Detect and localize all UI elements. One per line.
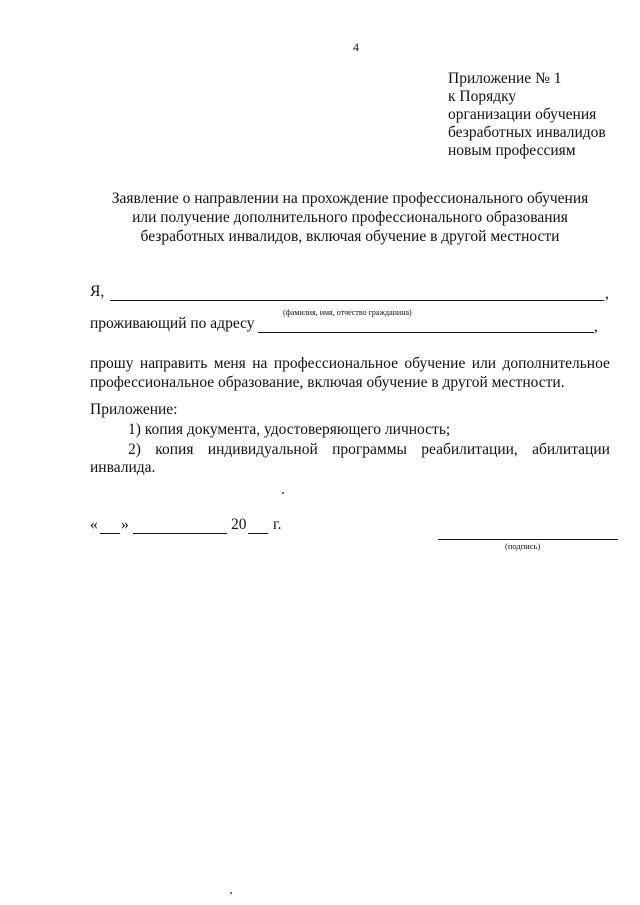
- appendix-header: [448, 70, 606, 160]
- address-field-line[interactable]: [258, 332, 594, 333]
- attachment-item-1: 1) копия документа, удостоверяющего личность;: [128, 421, 451, 438]
- appendix-line: организации обучения: [448, 106, 597, 123]
- request-word: меня: [213, 355, 246, 372]
- name-comma: ,: [605, 285, 609, 302]
- scan-speck: [282, 492, 284, 494]
- appendix-line: к Порядку: [448, 88, 517, 105]
- document-title: [90, 189, 610, 246]
- attachment-word: 2): [128, 441, 141, 458]
- page-number: 4: [353, 40, 359, 54]
- appendix-line: безработных инвалидов: [448, 124, 606, 141]
- date-open-quote: «: [90, 516, 98, 533]
- attachment-word: индивидуальной: [207, 441, 318, 458]
- title-line: Заявление о направлении на прохождение профессионального обучения: [111, 190, 589, 207]
- request-word: прошу: [90, 355, 134, 372]
- date-close-quote: »: [121, 516, 129, 533]
- request-word: обучение: [404, 355, 466, 372]
- request-word: направить: [139, 355, 208, 372]
- attachment-item-2-continuation: инвалида.: [90, 459, 156, 476]
- request-word: на: [252, 355, 268, 372]
- request-word: дополнительное: [502, 355, 610, 372]
- date-year-suffix: г.: [273, 516, 282, 533]
- appendix-line: новым профессиям: [448, 142, 576, 159]
- request-line-1: [90, 354, 610, 373]
- attachment-word: программы: [332, 441, 407, 458]
- request-word: или: [471, 355, 497, 372]
- name-field-caption: (фамилия, имя, отчество гражданина): [283, 308, 412, 317]
- attachments-heading: Приложение:: [90, 401, 178, 418]
- request-line-2: профессиональное образование, включая обучение в другой местности.: [90, 374, 565, 391]
- signature-caption: (подпись): [505, 541, 541, 551]
- scan-speck: [230, 892, 232, 894]
- attachment-word: копия: [155, 441, 194, 458]
- request-word: профессиональное: [273, 355, 398, 372]
- address-label: проживающий по адресу: [90, 315, 255, 332]
- signature-field-line[interactable]: [438, 539, 618, 540]
- address-comma: ,: [594, 318, 598, 335]
- attachment-word: абилитации: [532, 441, 610, 458]
- applicant-prefix: Я,: [90, 283, 105, 300]
- title-line: или получение дополнительного профессионального образования: [132, 209, 568, 226]
- date-year-prefix: 20: [231, 516, 247, 533]
- request-paragraph: [90, 354, 610, 392]
- appendix-line: Приложение № 1: [448, 70, 562, 87]
- date-year-field[interactable]: [248, 533, 268, 534]
- name-field-line[interactable]: [110, 300, 604, 301]
- attachment-item-2: [128, 440, 610, 459]
- title-line: безработных инвалидов, включая обучение в другой местности: [140, 228, 560, 245]
- date-day-field[interactable]: [100, 533, 120, 534]
- attachment-word: реабилитации,: [421, 441, 518, 458]
- date-month-field[interactable]: [133, 533, 227, 534]
